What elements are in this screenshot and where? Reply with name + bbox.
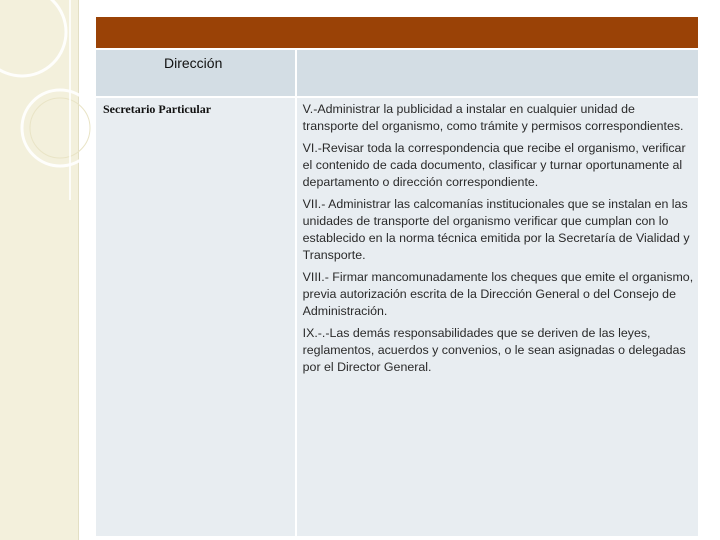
duty-item: IX.-.-Las demás responsabilidades que se deriven de las leyes, reglamentos, acuerdos y convenios, o le sean asignadas o delegadas por el Director General. [302,326,686,374]
header-row [96,48,698,96]
duties-cell [297,96,698,536]
role-cell [96,96,297,536]
column-title: Dirección [164,55,223,71]
responsibilities-table [96,17,698,536]
header-cell-right [297,48,698,96]
duty-item: VII.- Administrar las calcomanías institucionales que se instalan en las unidades de transporte del organismo verificar que cumplan con lo establecido en la norma técnica emitida por la Secretaría de Vialidad y Transporte. [302,197,690,262]
duty-item: V.-Administrar la publicidad a instalar en cualquier unidad de transporte del organismo, como trámite y permisos correspondientes. [302,102,684,133]
duty-item: VIII.- Firmar mancomunadamente los cheques que emite el organismo, previa autorización escrita de la Dirección General o del Consejo de Administración. [302,270,694,318]
table-top-bar [96,17,698,48]
role-title: Secretario Particular [103,102,212,116]
top-bar-cell [96,17,698,48]
duties-list [297,98,698,376]
table-row [96,96,698,536]
header-cell-left [96,48,297,96]
duty-item: VI.-Revisar toda la correspondencia que recibe el organismo, verificar el contenido de cada documento, clasificar y turnar oportunamente al departamento o dirección correspondiente. [302,141,686,189]
